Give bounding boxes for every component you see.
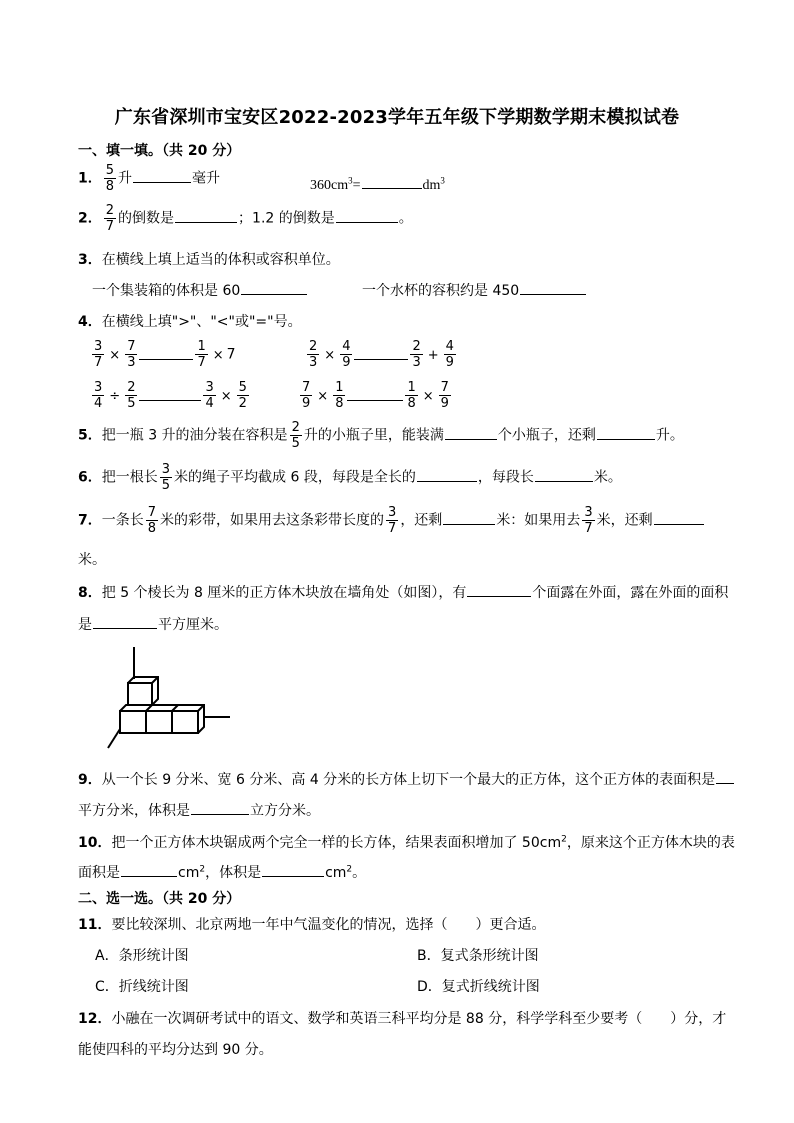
question-7: 7．一条长 $\frac{7}{8}$ 米的彩带，如果用去这条彩带长度的 $\frac{3}{7}$ ，还剩 米：如果用去 $\frac{3}{7}$ 米，还剩: [78, 505, 705, 536]
question-2: 2． $\frac{2}{7}$ 的倒数是 ；1.2 的倒数是 。: [78, 203, 413, 234]
answer-blank[interactable]: [241, 280, 307, 295]
answer-blank[interactable]: [362, 174, 422, 189]
fraction: $\frac{2}{7}$: [105, 203, 115, 234]
question-9: 9．从一个长 9 分米、宽 6 分米、高 4 分米的长方体上切下一个最大的正方体，这个正方体的表面积是: [78, 769, 735, 789]
question-3-b: 一个水杯的容积约是 450: [362, 280, 587, 300]
answer-blank[interactable]: [133, 168, 191, 183]
compare-blank[interactable]: [347, 390, 403, 401]
option-b[interactable]: B．复式条形统计图: [417, 948, 539, 964]
answer-blank[interactable]: [597, 425, 655, 440]
question-number: 10．: [78, 835, 112, 851]
option-d[interactable]: D．复式折线统计图: [417, 979, 540, 995]
answer-blank[interactable]: [445, 425, 497, 440]
answer-blank[interactable]: [467, 582, 531, 597]
question-3: 3．在横线上填上适当的体积或容积单位。: [78, 252, 340, 268]
answer-blank[interactable]: [93, 614, 157, 629]
comparison-row-2b: $\frac{7}{9}$ × $\frac{1}{8}$ $\frac{1}{8}$ × $\frac{7}{9}$: [302, 380, 449, 411]
answer-blank[interactable]: [535, 467, 593, 482]
comparison-row-2a: $\frac{3}{4}$ ÷ $\frac{2}{5}$ $\frac{3}{4}$ × $\frac{5}{2}$: [94, 380, 247, 411]
answer-blank[interactable]: [175, 208, 237, 223]
answer-blank[interactable]: [520, 280, 586, 295]
option-c[interactable]: C．折线统计图: [95, 979, 189, 995]
cube-figure: [104, 645, 234, 750]
compare-blank[interactable]: [354, 349, 408, 360]
answer-blank[interactable]: [121, 862, 177, 877]
question-number: 12．: [78, 1011, 112, 1027]
answer-blank[interactable]: [716, 769, 734, 784]
question-8: 8．把 5 个棱长为 8 厘米的正方体木块放在墙角处（如图），有 个面露在外面，露在外面的面积: [78, 582, 728, 602]
question-1-part-b: $360cm^3= dm^3$: [310, 175, 445, 193]
fraction: $\frac{5}{8}$: [105, 163, 115, 194]
question-number: 4．: [78, 314, 102, 330]
question-6: 6．把一根长 $\frac{3}{5}$ 米的绳子平均截成 6 段，每段是全长的 ，每段长 米。: [78, 462, 622, 493]
question-10-cont: 面积是 $cm^2$，体积是 $cm^2$。: [78, 862, 366, 882]
comparison-row-1a: $\frac{3}{7}$ × $\frac{7}{3}$ $\frac{1}{7}$ × 7: [94, 339, 236, 370]
question-11: 11．要比较深圳、北京两地一年中气温变化的情况，选择（ ）更合适。: [78, 917, 546, 933]
option-a[interactable]: A．条形统计图: [95, 948, 189, 964]
answer-blank[interactable]: [417, 467, 477, 482]
question-4: 4．在横线上填">"、"<"或"="号。: [78, 314, 302, 330]
question-5: 5．把一瓶 3 升的油分装在容积是 $\frac{2}{5}$ 升的小瓶子里，能装满 个小瓶子，还剩 升。: [78, 420, 684, 451]
compare-blank[interactable]: [139, 390, 201, 401]
answer-blank[interactable]: [191, 800, 249, 815]
compare-blank[interactable]: [139, 349, 193, 360]
question-number: 1．: [78, 170, 102, 187]
question-number: 3．: [78, 252, 102, 268]
question-1: [78, 163, 220, 194]
question-12-cont: 能使四科的平均分达到 90 分。: [78, 1042, 273, 1058]
unit-text: 升: [118, 170, 133, 187]
question-number: 6．: [78, 469, 102, 486]
question-number: 5．: [78, 427, 102, 444]
answer-blank[interactable]: [336, 208, 398, 223]
section-heading-fill: 一、填一填。（共 20 分）: [78, 143, 241, 159]
answer-blank[interactable]: [262, 862, 324, 877]
question-number: 2．: [78, 210, 102, 227]
question-12: 12．小融在一次调研考试中的语文、数学和英语三科平均分是 88 分，科学学科至少要考（ ）分，才: [78, 1011, 727, 1027]
question-number: 11．: [78, 917, 112, 933]
question-8-cont: 是 平方厘米。: [78, 614, 228, 634]
answer-blank[interactable]: [654, 510, 704, 525]
question-10: 10．把一个正方体木块锯成两个完全一样的长方体，结果表面积增加了 $50cm^2$，原来这个正方体木块的表: [78, 834, 735, 851]
answer-blank[interactable]: [443, 510, 495, 525]
question-7-cont: 米。: [78, 552, 106, 568]
question-9-cont: 平方分米，体积是 立方分米。: [78, 800, 320, 820]
question-number: 9．: [78, 772, 102, 788]
question-3-a: 一个集装箱的体积是 60: [92, 280, 308, 300]
page-title: 广东省深圳市宝安区2022-2023学年五年级下学期数学期末模拟试卷: [114, 107, 680, 128]
question-number: 7．: [78, 512, 102, 529]
unit-text: 毫升: [192, 170, 221, 187]
question-number: 8．: [78, 585, 102, 601]
comparison-row-1b: $\frac{2}{3}$ × $\frac{4}{9}$ $\frac{2}{3}$ + $\frac{4}{9}$: [309, 339, 454, 370]
section-heading-choice: 二、选一选。（共 20 分）: [78, 891, 241, 907]
